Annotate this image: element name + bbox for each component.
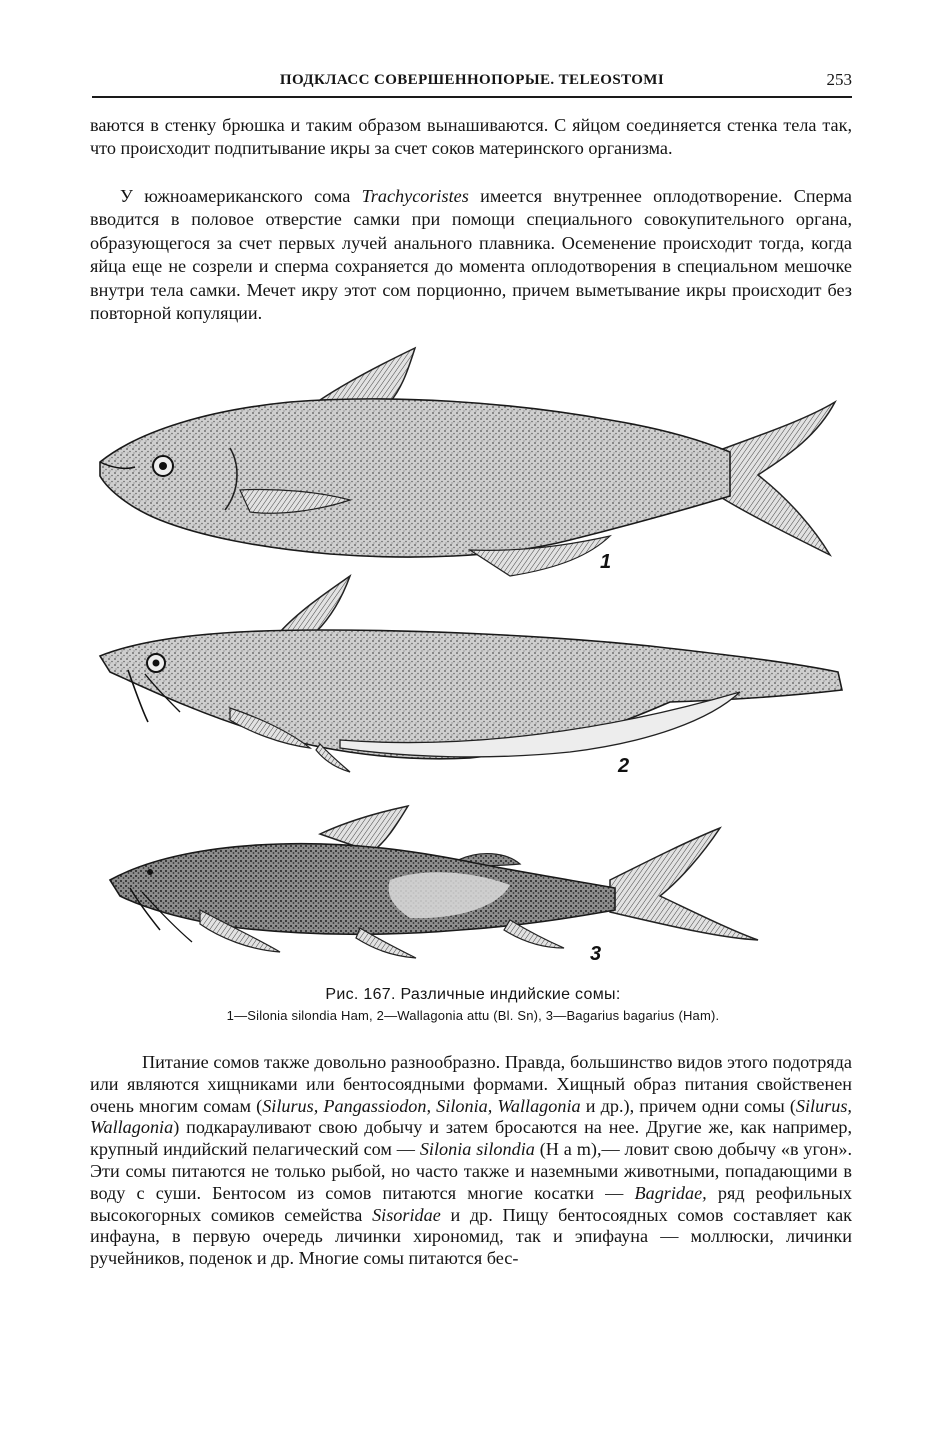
paragraph-text: Питание сомов также довольно разнообразно. Правда, большинство видов этого подотряда или являются хищниками или бентосоядными формами. Хищный образ питания свойственен очень многим сомам (: [90, 1052, 852, 1116]
taxon-name: Silurus, Wallagonia: [90, 1095, 852, 1138]
taxon-name: Silonia silondia: [419, 1139, 535, 1160]
paragraph-text: ряд реофильных высокогорных сомиков семейства: [90, 1182, 852, 1225]
figure-caption-title: Рис. 167. Различные индийские сомы:: [325, 986, 621, 1003]
fish-2-pupil: [153, 660, 160, 667]
fish-3-body: [110, 844, 615, 935]
page-header: [92, 70, 852, 98]
paragraph-text: и др.), причем одни сомы (: [580, 1095, 796, 1116]
page-number: 253: [826, 70, 852, 89]
paragraph-trachycoristes: [90, 185, 852, 325]
fish-1-dorsal-fin: [320, 348, 415, 402]
fish-3-eye: [147, 869, 153, 875]
paragraph-intro: ваются в стенку брюшка и таким образом вынашиваются. С яйцом соединяется стенка тела так, что происходит подпитывание икры за счет соков материнского организма.: [90, 115, 852, 159]
taxon-name: Trachycoristes: [361, 186, 469, 206]
running-title: ПОДКЛАСС СОВЕРШЕННОПОРЫЕ. TELEOSTOMI: [279, 72, 665, 88]
taxon-name: Sisoridae: [372, 1204, 441, 1225]
fish-2-wallagonia: [100, 576, 842, 777]
paragraph-text: ) подкарауливают свою добычу и затем бросаются на нее. Другие же, как например, крупный индийский пелагический сом —: [90, 1117, 852, 1160]
taxon-name: Silurus, Pangassiodon, Silonia, Wallagonia: [262, 1095, 581, 1116]
fish-1-number: 1: [600, 551, 612, 573]
paragraph-text: и др. Пищу бентосоядных сомов составляет как инфауна, в первую очередь личинки хирономид, так и эпифауна — моллюски, личинки ручейников, поденок и др. Многие сомы питаются бес-: [90, 1204, 852, 1269]
paragraph-text: (H a m),— ловит свою добычу «в угон». Эти сомы питаются не только рыбой, но часто также и наземными животными, попадающими в воду с суши. Бентосом из сомов питаются многие косатки —: [90, 1139, 852, 1203]
fish-2-number: 2: [618, 755, 630, 777]
fish-2-dorsal-fin: [280, 576, 350, 632]
fish-3-tail: [610, 828, 758, 940]
paragraph-text: У южноамериканского сома: [120, 186, 362, 206]
fish-3-number: 3: [590, 943, 602, 965]
fish-1-silonia: [100, 348, 835, 576]
figure-caption-species: 1—Silonia silondia Ham, 2—Wallagonia attu (Bl. Sn), 3—Bagarius bagarius (Ham).: [226, 1008, 720, 1023]
figure-167: [90, 340, 860, 970]
paragraph-feeding: [90, 1052, 852, 1270]
fish-illustration: [90, 340, 860, 970]
paragraph-text: имеется внутреннее оплодотворение. Сперма вводится в половое отверстие самки при помощи специального совокупительного органа, образующегося за счет первых лучей анального плавника. Осеменение происходит тогда, когда яйца еще не созрели и сперма сохраняется до момента оплодотворения в специальном мешочке внутри тела самки. Мечет икру этот сом порционно, причем выметывание икры происходит без повторной копуляции.: [90, 186, 852, 324]
fish-1-pupil: [159, 462, 167, 470]
fish-3-bagarius: [110, 806, 758, 965]
fish-1-body: [100, 399, 730, 557]
fish-3-anal-fin: [504, 920, 564, 948]
taxon-name: Bagridae,: [634, 1182, 707, 1203]
fish-1-tail: [720, 402, 835, 555]
